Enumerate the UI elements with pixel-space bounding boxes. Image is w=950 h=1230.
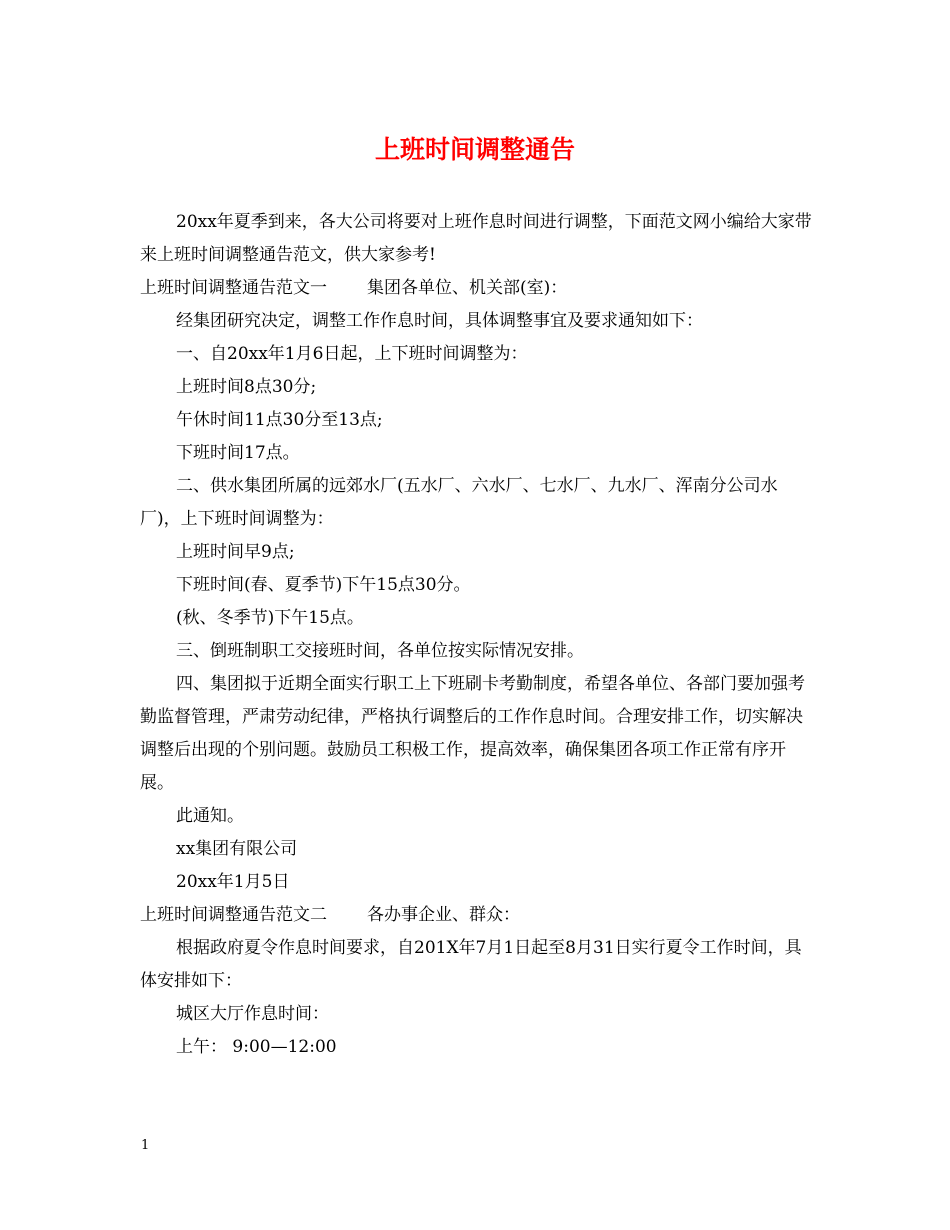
sample-one-heading: 上班时间调整通告范文一	[140, 278, 327, 298]
notice-line: 下班时间17点。	[176, 443, 300, 463]
sample-one-line	[140, 272, 812, 305]
hall-hours-label: 城区大厅作息时间：	[176, 1004, 329, 1024]
sample-one-recipient: 集团各单位、机关部(室)：	[367, 278, 568, 298]
notice-paragraph: 经集团研究决定，调整工作作息时间，具体调整事宜及要求通知如下：	[176, 311, 703, 331]
notice-line: (秋、冬季节)下午15点。	[176, 608, 364, 628]
sample-two-heading: 上班时间调整通告范文二	[140, 905, 327, 925]
signature-date: 20xx年1月5日	[176, 872, 290, 892]
notice-line: 上班时间早9点;	[176, 542, 295, 562]
summer-notice-paragraph: 根据政府夏令作息时间要求，自201X年7月1日起至8月31日实行夏令工作时间，具体安排如下：	[140, 938, 802, 991]
signature-company: xx集团有限公司	[176, 839, 298, 859]
notice-line: 上班时间8点30分;	[176, 377, 317, 397]
document-title: 上班时间调整通告	[374, 135, 575, 164]
notice-item-three: 三、倒班制职工交接班时间，各单位按实际情况安排。	[176, 641, 584, 661]
notice-line: 下班时间(春、夏季节)下午15点30分。	[176, 575, 471, 595]
morning-hours: 上午： 9:00—12:00	[176, 1037, 337, 1057]
document-body	[140, 206, 812, 1064]
notice-line: 午休时间11点30分至13点;	[176, 410, 383, 430]
intro-paragraph: 20xx年夏季到来，各大公司将要对上班作息时间进行调整，下面范文网小编给大家带来上班时间调整通告范文，供大家参考!	[140, 212, 812, 265]
notice-item-two: 二、供水集团所属的远郊水厂(五水厂、六水厂、七水厂、九水厂、浑南分公司水厂)，上下班时间调整为：	[140, 476, 778, 529]
notice-closing: 此通知。	[176, 806, 244, 826]
sample-two-recipient: 各办事企业、群众：	[367, 905, 520, 925]
notice-item-four: 四、集团拟于近期全面实行职工上下班刷卡考勤制度，希望各单位、各部门要加强考勤监督管理，严肃劳动纪律，严格执行调整后的工作作息时间。合理安排工作，切实解决调整后出现的个别问题。鼓励员工积极工作，提高效率，确保集团各项工作正常有序开展。	[140, 674, 805, 793]
notice-item-one: 一、自20xx年1月6日起，上下班时间调整为：	[176, 344, 528, 364]
sample-two-line	[140, 899, 812, 932]
page-number: 1	[141, 1138, 150, 1153]
